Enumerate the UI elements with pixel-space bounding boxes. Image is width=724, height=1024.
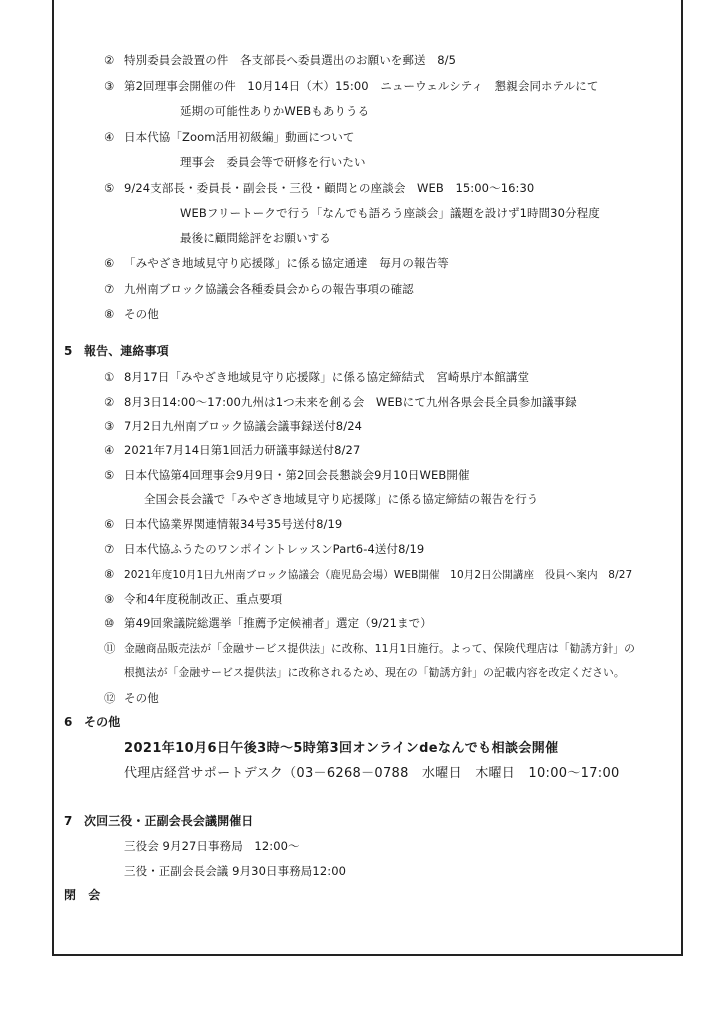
report-item-10: ⑩ 第49回衆議院総選挙「推薦予定候補者」選定（9/21まで） xyxy=(104,616,432,630)
agenda-item-5: ⑤ 9/24支部長・委員長・副会長・三役・顧問との座談会 WEB 15:00～16:30 xyxy=(104,181,535,195)
section-6-heading: 6 その他 xyxy=(64,715,121,729)
closing-text: 閉 会 xyxy=(64,888,101,902)
agenda-item-5-note-1: WEBフリートークで行う「なんでも語ろう座談会」議題を設けず1時間30分程度 xyxy=(180,206,600,220)
agenda-item-4: ④ 日本代協「Zoom活用初級編」動画について xyxy=(104,130,355,144)
agenda-item-7: ⑦ 九州南ブロック協議会各種委員会からの報告事項の確認 xyxy=(104,282,414,296)
agenda-item-6: ⑥ 「みやざき地域見守り応援隊」に係る協定通達 毎月の報告等 xyxy=(104,256,449,270)
report-item-3: ③ 7月2日九州南ブロック協議会議事録送付8/24 xyxy=(104,419,363,433)
agenda-item-8: ⑧ その他 xyxy=(104,307,159,321)
report-item-11-note: 根拠法が「金融サービス提供法」に改称されるため、現在の「勧誘方針」の記載内容を改定ください。 xyxy=(124,666,625,679)
report-item-6: ⑥ 日本代協業界関連情報34号35号送付8/19 xyxy=(104,517,343,531)
report-item-9: ⑨ 令和4年度税制改正、重点要項 xyxy=(104,592,283,606)
next-meeting-1: 三役会 9月27日事務局 12:00～ xyxy=(124,839,300,853)
agenda-item-2: ② 特別委員会設置の件 各支部長へ委員選出のお願いを郵送 8/5 xyxy=(104,53,457,67)
agenda-item-3: ③ 第2回理事会開催の件 10月14日（木）15:00 ニューウェルシティ 懇親会同ホテルにて xyxy=(104,79,599,93)
report-item-5-note: 全国会長会議で「みやざき地域見守り応援隊」に係る協定締結の報告を行う xyxy=(144,492,539,506)
report-item-11: ⑪ 金融商品販売法が「金融サービス提供法」に改称、11月1日施行。よって、保険代理店は「勧誘方針」の xyxy=(104,641,636,655)
agenda-item-5-note-2: 最後に顧問総評をお願いする xyxy=(180,231,331,245)
section-7-heading: 7 次回三役・正副会長会議開催日 xyxy=(64,814,254,828)
next-meeting-2: 三役・正副会長会議 9月30日事務局12:00 xyxy=(124,864,347,878)
section-5-heading: 5 報告、連絡事項 xyxy=(64,344,169,358)
agenda-item-4-note: 理事会 委員会等で研修を行いたい xyxy=(180,155,366,169)
consultation-event: 2021年10月6日午後3時～5時第3回オンラインdeなんでも相談会開催 xyxy=(124,741,559,756)
report-item-12: ⑫ その他 xyxy=(104,691,159,705)
report-item-7: ⑦ 日本代協ふうたのワンポイントレッスンPart6-4送付8/19 xyxy=(104,542,425,556)
report-item-1: ① 8月17日「みやざき地域見守り応援隊」に係る協定締結式 宮崎県庁本館講堂 xyxy=(104,370,530,384)
support-desk-info: 代理店経営サポートデスク（03－6268－0788 水曜日 木曜日 10:00～17:00 xyxy=(124,766,620,781)
report-item-2: ② 8月3日14:00～17:00九州は1つ未来を創る会 WEBにて九州各県会長全員参加議事録 xyxy=(104,395,577,409)
report-item-8: ⑧ 2021年度10月1日九州南ブロック協議会（鹿児島会場）WEB開催 10月2日公開講座 役員へ案内 8/27 xyxy=(104,567,633,581)
report-item-5: ⑤ 日本代協第4回理事会9月9日・第2回会長懇談会9月10日WEB開催 xyxy=(104,468,470,482)
report-item-4: ④ 2021年7月14日第1回活力研議事録送付8/27 xyxy=(104,443,361,457)
agenda-item-3-note: 延期の可能性ありかWEBもありうる xyxy=(180,104,370,118)
